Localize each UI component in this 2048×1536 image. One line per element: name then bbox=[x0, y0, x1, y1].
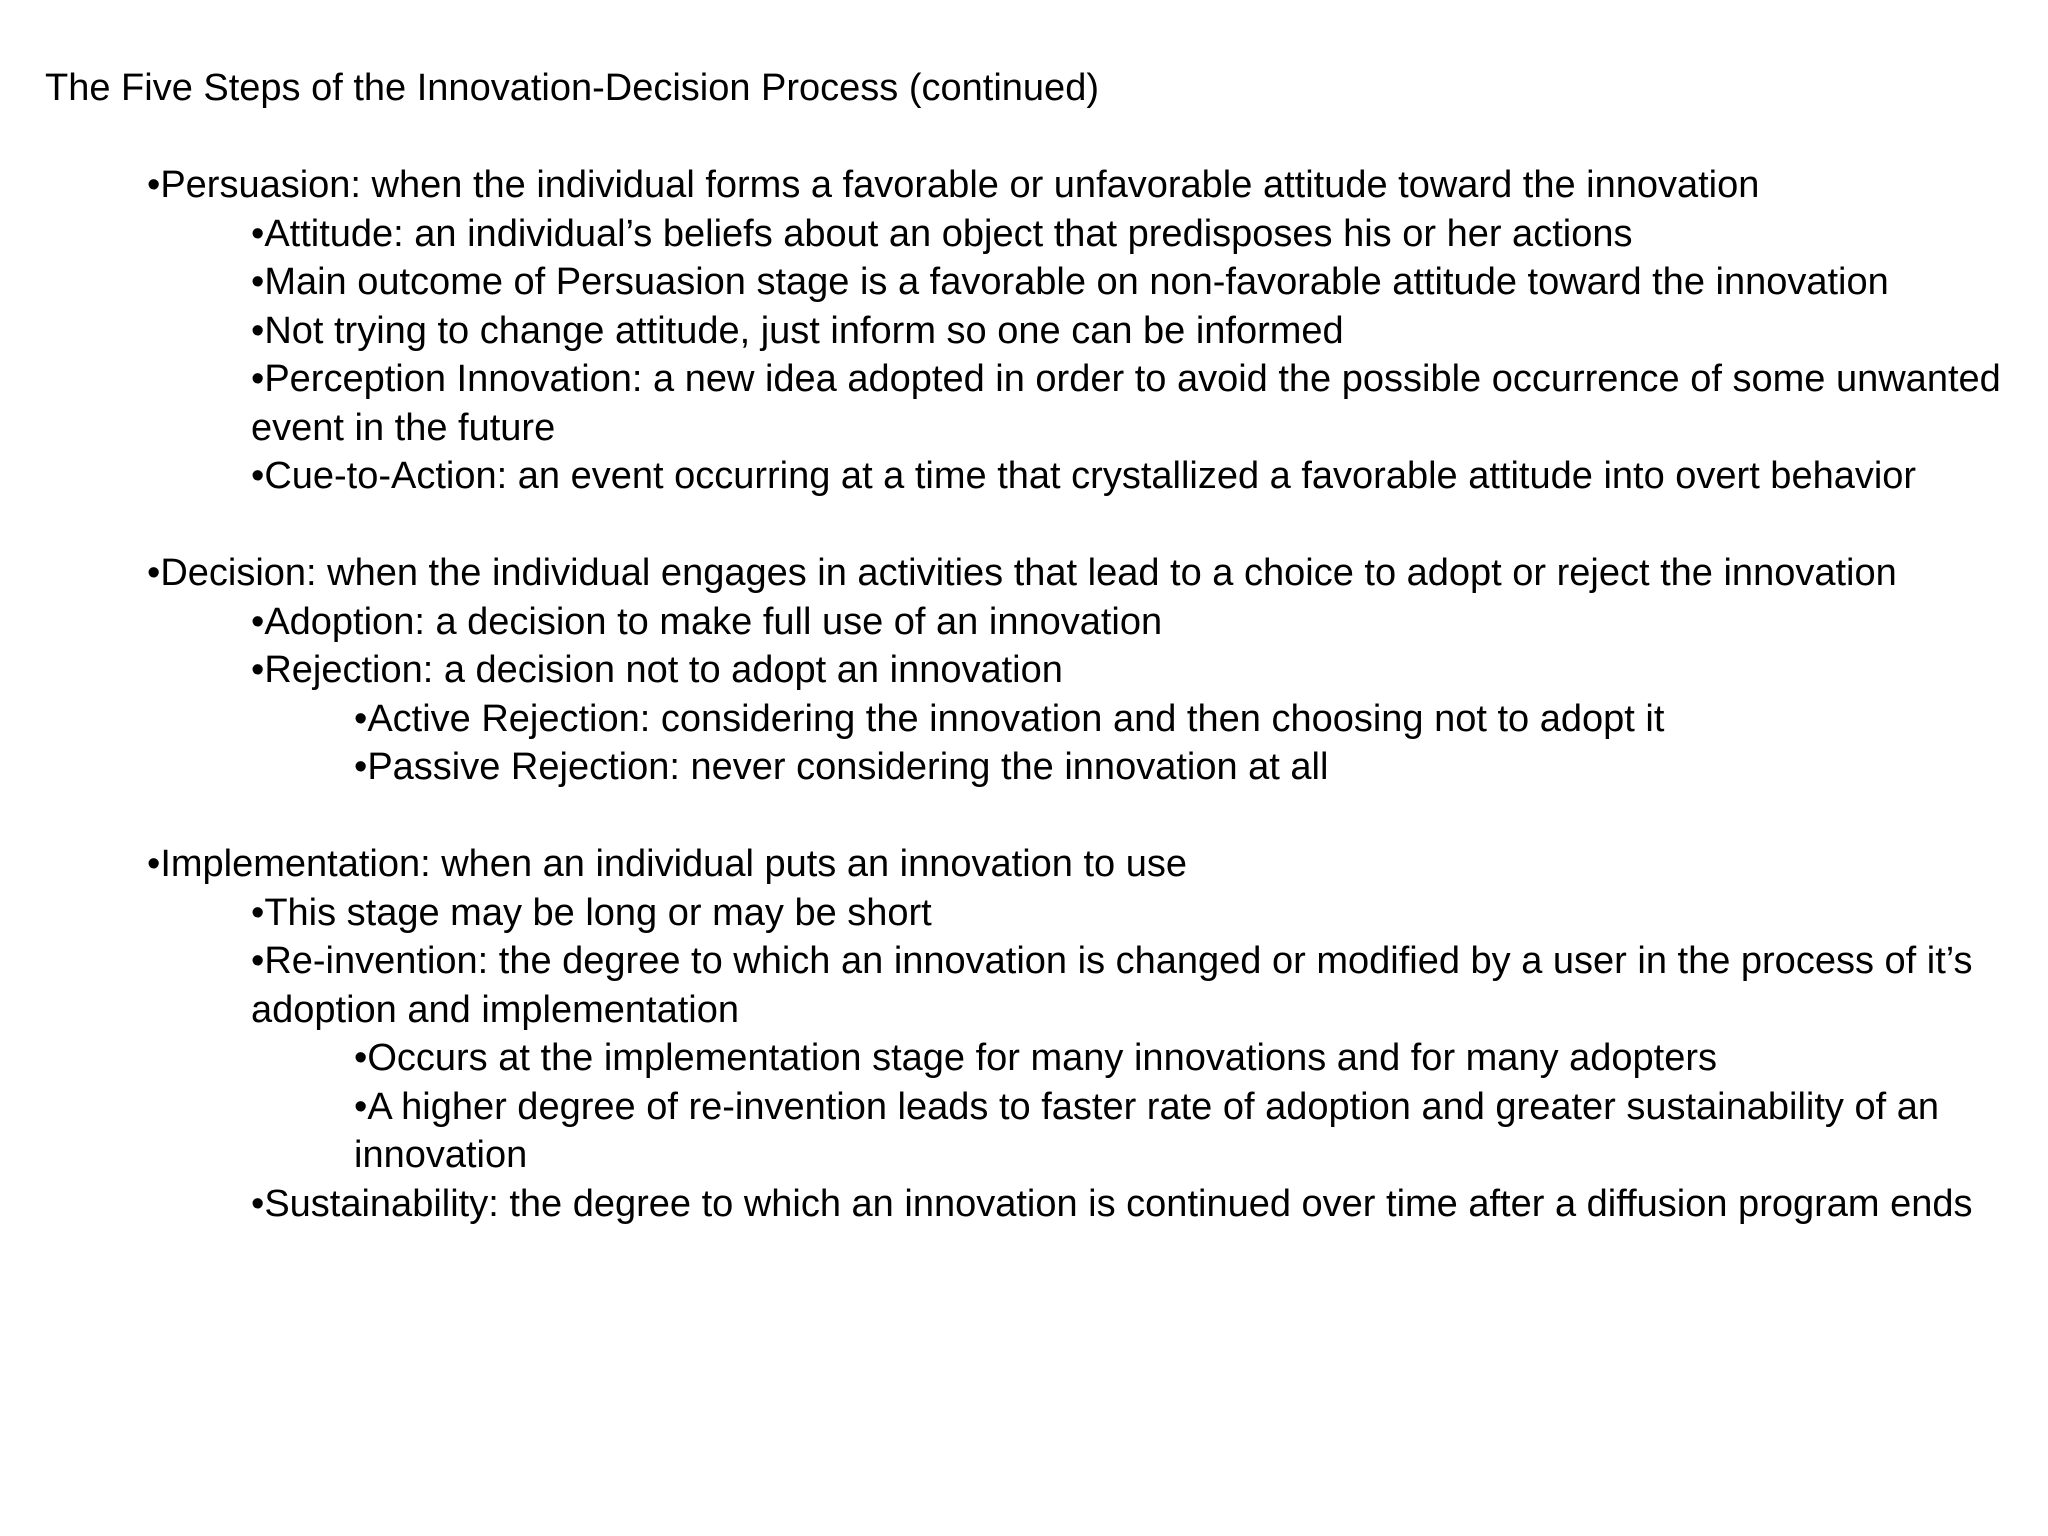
bullet-attitude bbox=[0, 210, 2048, 259]
bullet-marker: • bbox=[251, 261, 265, 303]
bullet-main-outcome bbox=[0, 258, 2048, 307]
bullet-marker: • bbox=[251, 1182, 265, 1225]
bullet-marker: • bbox=[251, 600, 265, 643]
bullet-text: Persuasion: when the individual forms a favorable or unfavorable attitude toward the innovation bbox=[160, 164, 1760, 206]
bullet-marker: • bbox=[354, 1037, 368, 1079]
slide-content bbox=[0, 161, 2048, 1228]
bullet-stage-length bbox=[0, 889, 2048, 938]
bullet-implementation bbox=[0, 840, 2048, 889]
bullet-marker: • bbox=[251, 455, 265, 497]
section-gap bbox=[0, 792, 2048, 841]
bullet-adoption bbox=[0, 598, 2048, 647]
bullet-marker: • bbox=[147, 164, 161, 206]
bullet-text: Decision: when the individual engages in activities that lead to a choice to adopt or reject the innovation bbox=[160, 552, 1897, 594]
bullet-marker: • bbox=[251, 212, 265, 255]
bullet-cue-to-action bbox=[0, 452, 2048, 501]
bullet-sustainability bbox=[0, 1180, 2048, 1229]
bullet-persuasion bbox=[0, 161, 2048, 210]
slide-title: The Five Steps of the Innovation-Decision Process (continued) bbox=[45, 67, 1099, 109]
bullet-text: Not trying to change attitude, just inform so one can be informed bbox=[264, 309, 1344, 352]
bullet-text: Adoption: a decision to make full use of an innovation bbox=[264, 600, 1163, 643]
bullet-marker: • bbox=[147, 843, 161, 885]
bullet-text: Occurs at the implementation stage for many innovations and for many adopters bbox=[367, 1037, 1718, 1079]
bullet-not-trying bbox=[0, 307, 2048, 356]
bullet-perception-innovation bbox=[0, 355, 2048, 452]
bullet-text: A higher degree of re-invention leads to faster rate of adoption and greater sustainability of an innovation bbox=[354, 1085, 1939, 1176]
bullet-text: Re-invention: the degree to which an innovation is changed or modified by a user in the process of it’s adoption and implementation bbox=[251, 940, 1973, 1031]
bullet-re-invention bbox=[0, 937, 2048, 1034]
bullet-higher-degree bbox=[0, 1083, 2048, 1180]
bullet-text: Perception Innovation: a new idea adopted in order to avoid the possible occurrence of some unwanted event in the future bbox=[251, 358, 2001, 449]
bullet-text: Implementation: when an individual puts an innovation to use bbox=[160, 843, 1187, 885]
bullet-text: Passive Rejection: never considering the innovation at all bbox=[367, 746, 1329, 788]
bullet-marker: • bbox=[354, 746, 368, 788]
bullet-marker: • bbox=[251, 940, 265, 982]
bullet-active-rejection bbox=[0, 695, 2048, 744]
bullet-text: Sustainability: the degree to which an innovation is continued over time after a diffusion program ends bbox=[264, 1182, 1973, 1225]
bullet-text: Rejection: a decision not to adopt an innovation bbox=[264, 649, 1063, 691]
section-gap bbox=[0, 501, 2048, 550]
bullet-marker: • bbox=[251, 891, 265, 934]
bullet-marker: • bbox=[251, 309, 265, 352]
bullet-text: Cue-to-Action: an event occurring at a time that crystallized a favorable attitude into overt behavior bbox=[264, 455, 1917, 497]
bullet-occurs-at-implementation bbox=[0, 1034, 2048, 1083]
bullet-marker: • bbox=[251, 649, 265, 691]
bullet-marker: • bbox=[354, 697, 368, 740]
bullet-rejection bbox=[0, 646, 2048, 695]
bullet-decision bbox=[0, 549, 2048, 598]
bullet-marker: • bbox=[354, 1085, 368, 1128]
bullet-text: Active Rejection: considering the innovation and then choosing not to adopt it bbox=[367, 697, 1665, 740]
bullet-marker: • bbox=[251, 358, 265, 400]
bullet-text: Attitude: an individual’s beliefs about an object that predisposes his or her actions bbox=[264, 212, 1633, 255]
bullet-text: Main outcome of Persuasion stage is a favorable on non-favorable attitude toward the innovation bbox=[264, 261, 1889, 303]
bullet-text: This stage may be long or may be short bbox=[264, 891, 932, 934]
bullet-passive-rejection bbox=[0, 743, 2048, 792]
bullet-marker: • bbox=[147, 552, 161, 594]
